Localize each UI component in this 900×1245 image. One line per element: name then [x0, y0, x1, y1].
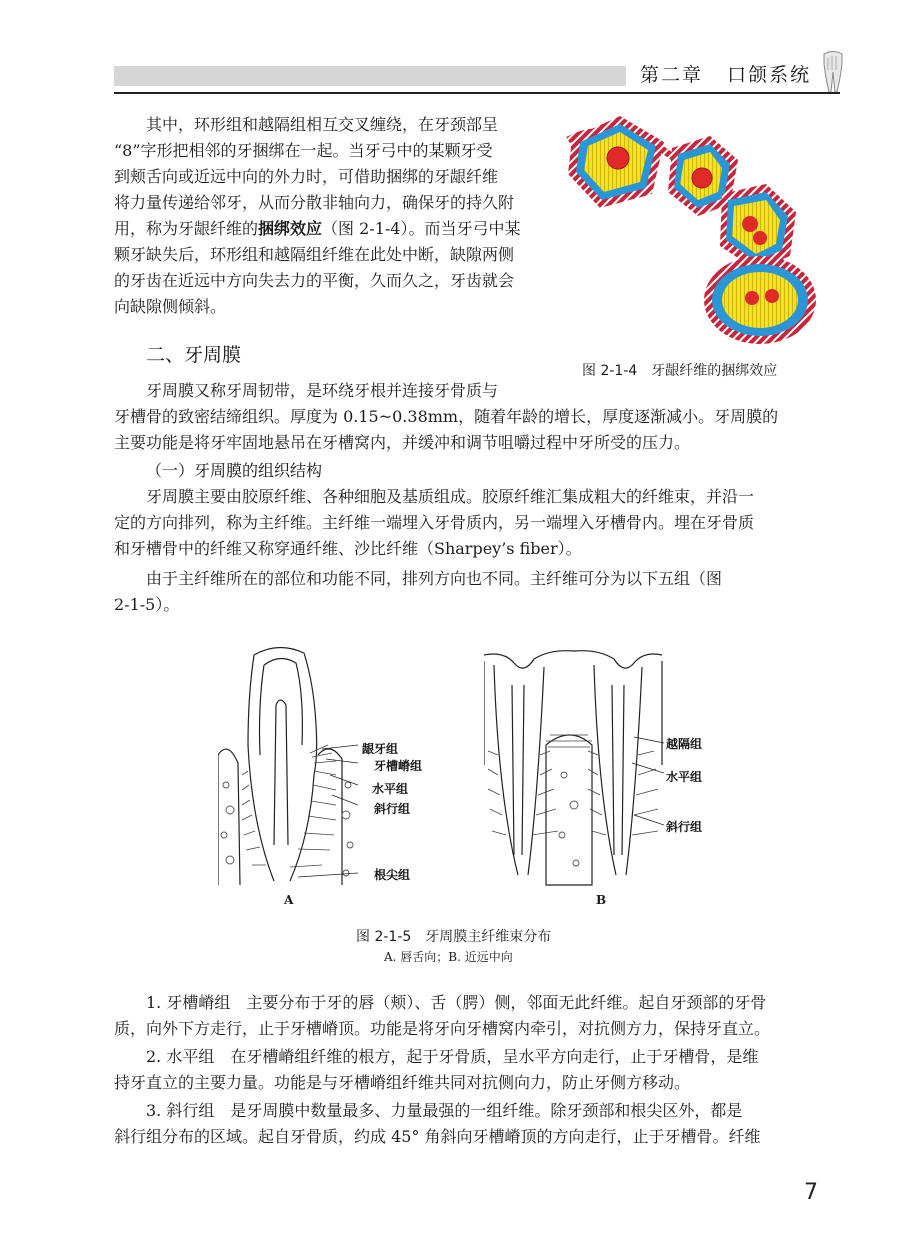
text-line: 2-1-5）。 — [114, 595, 180, 614]
text-line: 牙周膜主要由胶原纤维、各种细胞及基质组成。胶原纤维汇集成粗大的纤维束，并沿一 — [146, 487, 755, 506]
item-oblique-group — [114, 1098, 814, 1150]
text-line: 颗牙缺失后，环形组和越隔组纤维在此处中断，缺隙两侧 — [114, 245, 515, 264]
tooth-icon — [820, 50, 846, 94]
label-horizontal-group-a: 水平组 — [372, 782, 409, 796]
chapter-number: 第二章 — [640, 64, 704, 86]
figure-caption-2-1-4: 图 2-1-4 牙龈纤维的捆绑效应 — [582, 363, 778, 379]
panel-label-b: B — [596, 893, 607, 907]
term-binding-effect: 捆绑效应 — [258, 219, 323, 238]
text-line: 其中，环形组和越隔组相互交叉缠绕，在牙颈部呈 — [146, 115, 499, 134]
text-run: 用，称为牙龈纤维的 — [114, 219, 259, 238]
header-bar — [114, 66, 626, 86]
text-line: 定的方向排列，称为主纤维。主纤维一端埋入牙骨质内，另一端埋入牙槽骨内。埋在牙骨质 — [114, 513, 755, 532]
figure-gingival-binding — [560, 112, 822, 344]
panel-label-a: A — [284, 893, 294, 907]
text-line: 将力量传递给邻牙，从而分散非轴向力，确保牙的持久附 — [114, 193, 515, 212]
text-line: 由于主纤维所在的部位和功能不同，排列方向也不同。主纤维可分为以下五组（图 — [146, 569, 723, 588]
paragraph-periodontal-ligament — [114, 378, 814, 456]
text-line: 质，向外下方走行，止于牙槽嵴顶。功能是将牙向牙槽窝内牵引，对抗侧方力，保持牙直立。 — [114, 1019, 771, 1038]
text-line: 向缺隙侧倾斜。 — [114, 297, 227, 316]
subsection-heading: （一）牙周膜的组织结构 — [146, 461, 323, 480]
label-gingivodental-group: 龈牙组 — [362, 742, 399, 756]
label-apical-group: 根尖组 — [374, 868, 411, 882]
label-transseptal-group: 越隔组 — [666, 737, 703, 751]
section-heading: 二、牙周膜 — [146, 344, 242, 366]
text-line: 持牙直立的主要力量。功能是与牙槽嵴组纤维共同对抗侧向力，防止牙侧方移动。 — [114, 1073, 691, 1092]
running-header — [640, 60, 811, 87]
label-oblique-group-b: 斜行组 — [666, 820, 703, 834]
paragraph-binding-effect — [114, 112, 554, 320]
tooth-section-4 — [704, 256, 816, 344]
text-run: （图 2-1-4）。而当牙弓中某 — [322, 219, 521, 238]
text-line: “8”字形把相邻的牙捆绑在一起。当牙弓中的某颗牙受 — [114, 141, 493, 160]
chapter-title: 口颌系统 — [727, 64, 812, 86]
text-line: 和牙槽骨中的纤维又称穿通纤维、沙比纤维（Sharpey’s fiber）。 — [114, 539, 582, 558]
text-line — [114, 216, 554, 242]
paragraph-five-groups — [114, 566, 814, 618]
paragraph-tissue-structure — [114, 484, 814, 562]
text-line: 斜行组分布的区域。起自牙骨质，约成 45° 角斜向牙槽嵴顶的方向走行，止于牙槽骨。纤维 — [114, 1127, 761, 1146]
figure-panel-a-labiolingual — [218, 645, 358, 890]
text-line: 的牙齿在近远中方向失去力的平衡，久而久之，牙齿就会 — [114, 271, 515, 290]
text-line: 牙槽骨的致密结缔组织。厚度为 0.15~0.38mm，随着年龄的增长，厚度逐渐减小。牙周膜的 — [114, 407, 779, 426]
item-alveolar-crest-group — [114, 990, 814, 1042]
label-oblique-group-a: 斜行组 — [374, 802, 411, 816]
text-line: 到颊舌向或近远中向的外力时，可借助捆绑的牙龈纤维 — [114, 167, 499, 186]
page-number: 7 — [804, 1180, 818, 1205]
tooth-section-1 — [568, 116, 664, 208]
text-line: 主要功能是将牙牢固地悬吊在牙槽窝内，并缓冲和调节咀嚼过程中牙所受的压力。 — [114, 433, 691, 452]
text-line: 1. 牙槽嵴组 主要分布于牙的唇（颊）、舌（腭）侧，邻面无此纤维。起自牙颈部的牙骨 — [146, 993, 767, 1012]
text-line: 2. 水平组 在牙槽嵴组纤维的根方，起于牙骨质，呈水平方向走行，止于牙槽骨，是维 — [146, 1047, 759, 1066]
figure-subcaption-2-1-5: A. 唇舌向；B. 近远中向 — [384, 950, 513, 964]
label-alveolar-crest-group: 牙槽嵴组 — [374, 759, 423, 773]
label-horizontal-group-b: 水平组 — [666, 770, 703, 784]
figure-panel-b-mesiodistal — [484, 645, 664, 890]
text-line: 牙周膜又称牙周韧带，是环绕牙根并连接牙骨质与 — [146, 381, 499, 400]
figure-caption-2-1-5: 图 2-1-5 牙周膜主纤维束分布 — [356, 929, 552, 945]
text-line: 3. 斜行组 是牙周膜中数量最多、力量最强的一组纤维。除牙颈部和根尖区外，都是 — [146, 1101, 743, 1120]
item-horizontal-group — [114, 1044, 814, 1096]
header-rule — [114, 92, 840, 94]
